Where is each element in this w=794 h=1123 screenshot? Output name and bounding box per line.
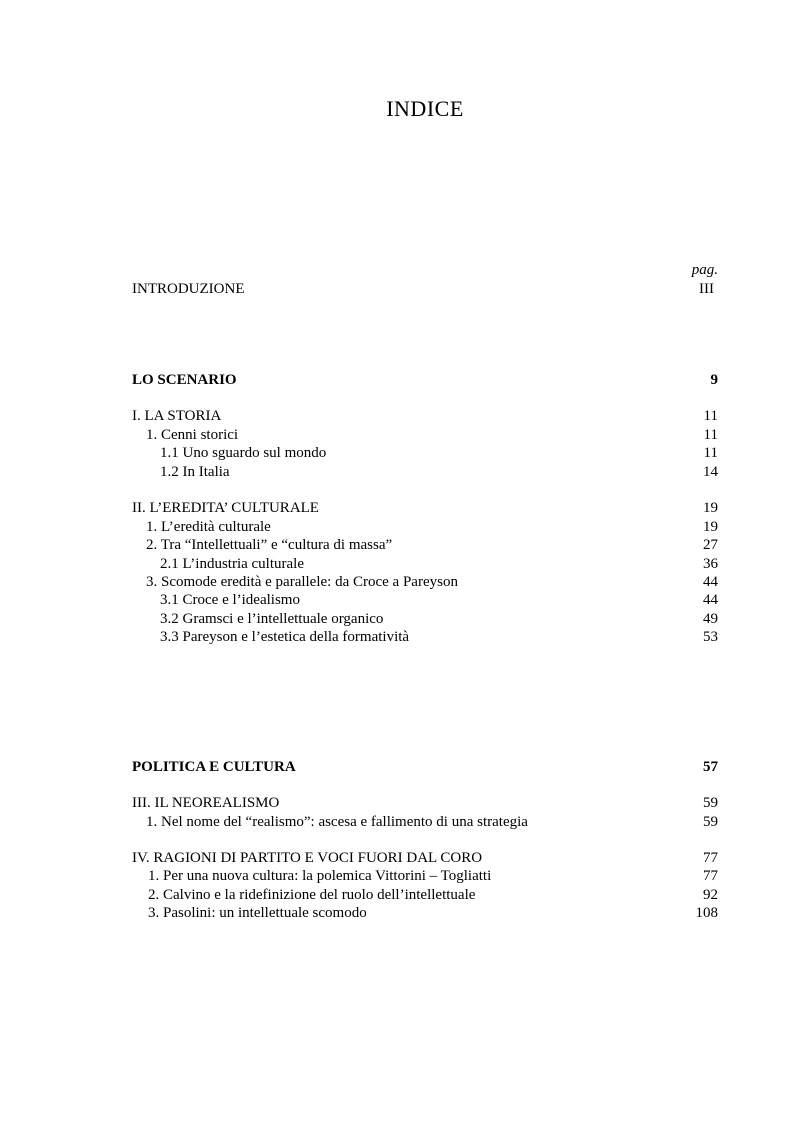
toc-entry-page: 77 (703, 850, 718, 866)
toc-entry-introduzione (132, 280, 718, 299)
toc-entry-label: 3.2 Gramsci e l’intellettuale organico (160, 611, 384, 627)
toc-entry-label: 1. L’eredità culturale (146, 519, 271, 535)
toc-entry-page: 53 (703, 629, 718, 645)
toc-subsection (132, 628, 718, 647)
page-title: INDICE (386, 96, 464, 121)
toc-section (132, 426, 718, 445)
toc-entry-label: II. L’EREDITA’ CULTURALE (132, 500, 319, 516)
toc-section (132, 536, 718, 555)
toc-entry-label: LO SCENARIO (132, 372, 237, 388)
toc-chapter (132, 794, 718, 813)
toc-entry-page: 19 (703, 500, 718, 516)
toc-entry-label: 1.1 Uno sguardo sul mondo (160, 445, 327, 461)
toc-entry-page: 14 (703, 464, 718, 480)
toc-entry-page: III (699, 281, 714, 297)
toc-section (132, 813, 718, 832)
toc-entry-label: 3.1 Croce e l’idealismo (160, 592, 300, 608)
toc-entry-page: 11 (703, 408, 718, 424)
toc-entry-page: 11 (703, 427, 718, 443)
toc-entry-page: 59 (703, 795, 718, 811)
toc-section (132, 886, 718, 905)
toc-entry-page: 77 (703, 868, 718, 884)
toc-section (132, 573, 718, 592)
toc-entry-label: 2.1 L’industria culturale (160, 556, 304, 572)
toc-section (132, 518, 718, 537)
toc-entry-label: III. IL NEOREALISMO (132, 795, 280, 811)
toc-entry-page: 57 (703, 759, 718, 775)
toc-entry-page: 92 (703, 887, 718, 903)
toc-subsection (132, 610, 718, 629)
toc-entry-page: 44 (703, 574, 718, 590)
toc-entry-label: INTRODUZIONE (132, 281, 245, 297)
toc-part-lo-scenario (132, 371, 718, 390)
toc-entry-page: 27 (703, 537, 718, 553)
toc-subsection (132, 591, 718, 610)
toc-entry-page: 44 (703, 592, 718, 608)
toc-entry-page: 49 (703, 611, 718, 627)
toc-section (132, 904, 718, 923)
toc-part-politica-e-cultura (132, 758, 718, 777)
toc-entry-label: 3. Scomode eredità e parallele: da Croce a Pareyson (146, 574, 458, 590)
toc-entry-label: 2. Calvino e la ridefinizione del ruolo dell’intellettuale (148, 887, 476, 903)
toc-chapter (132, 407, 718, 426)
toc-entry-label: POLITICA E CULTURA (132, 759, 296, 775)
toc-entry-label: 1. Per una nuova cultura: la polemica Vittorini – Togliatti (148, 868, 492, 884)
toc-entry-label: 2. Tra “Intellettuali” e “cultura di massa” (146, 537, 393, 553)
toc-entry-label: I. LA STORIA (132, 408, 222, 424)
toc-entry-label: 1. Cenni storici (146, 427, 239, 443)
toc-entry-label: 3.3 Pareyson e l’estetica della formatività (160, 629, 410, 645)
toc-subsection (132, 463, 718, 482)
toc-entry-page: 108 (695, 905, 718, 921)
toc-entry-label: 1.2 In Italia (160, 464, 230, 480)
toc-entry-page: 59 (703, 814, 718, 830)
toc-entry-label: IV. RAGIONI DI PARTITO E VOCI FUORI DAL CORO (132, 850, 483, 866)
toc-entry-label: 3. Pasolini: un intellettuale scomodo (148, 905, 367, 921)
toc-entry-label: 1. Nel nome del “realismo”: ascesa e fallimento di una strategia (146, 814, 528, 830)
toc-entry-page: 11 (703, 445, 718, 461)
toc-chapter (132, 849, 718, 868)
toc-section (132, 867, 718, 886)
page-column-label: pag. (691, 262, 718, 278)
toc-subsection (132, 444, 718, 463)
toc-entry-page: 9 (710, 372, 718, 388)
toc-chapter (132, 499, 718, 518)
toc-subsection (132, 555, 718, 574)
toc-entry-page: 36 (703, 556, 718, 572)
toc-entry-page: 19 (703, 519, 718, 535)
